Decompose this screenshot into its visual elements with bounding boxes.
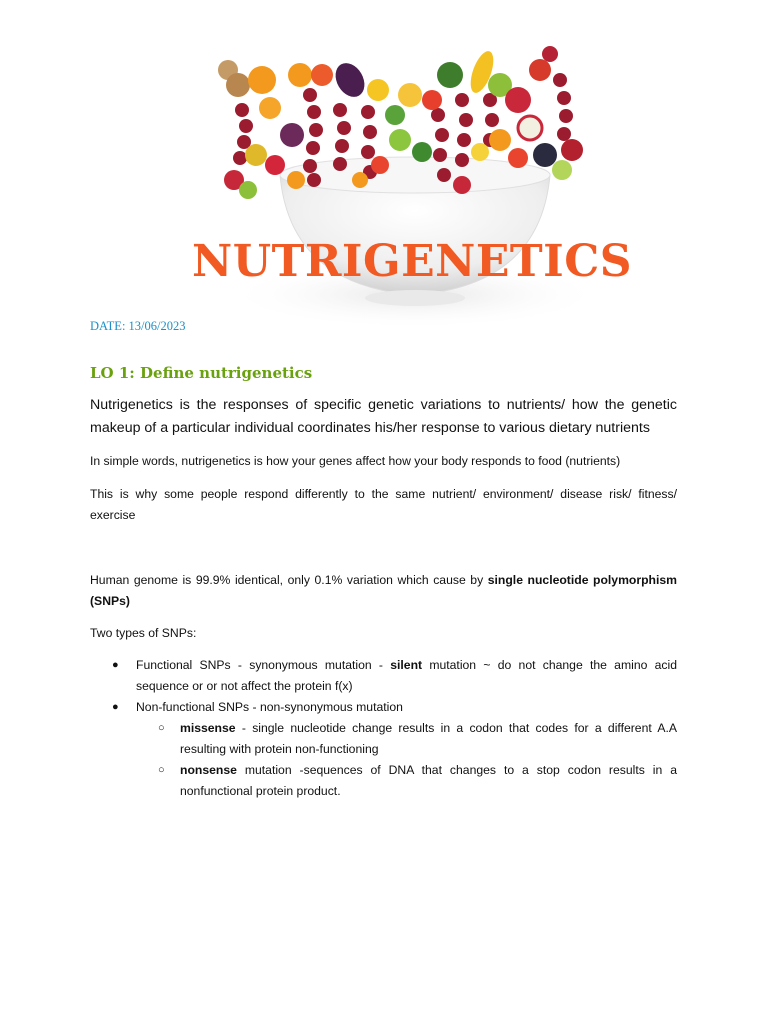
nonfunctional-sublist <box>136 718 677 802</box>
why-paragraph: This is why some people respond differently to the same nutrient/ environment/ disease risk/ fitness/ exercise <box>90 487 677 522</box>
bullet-icon: ● <box>112 701 119 713</box>
functional-suffix: mutation ~ do not change the amino acid sequence or or not affect the protein f(x) <box>136 658 677 693</box>
snp-types-intro: Two types of SNPs: <box>90 626 197 640</box>
list-item-missense <box>136 718 677 760</box>
section-heading-lo1: LO 1: Define nutrigenetics <box>90 364 313 382</box>
list-item-nonfunctional-snps <box>90 697 677 802</box>
list-item-functional-snps <box>90 655 677 697</box>
genome-text: Human genome is 99.9% identical, only 0.1% variation which cause by <box>90 573 488 587</box>
bullet-icon: ● <box>112 659 119 671</box>
document-title: NUTRIGENETICS <box>192 236 632 287</box>
nonfunctional-label: Non-functional SNPs - non-synonymous mutation <box>136 700 403 714</box>
functional-prefix: Functional SNPs - synonymous mutation - <box>136 658 391 672</box>
genome-paragraph <box>90 570 677 612</box>
missense-text: - single nucleotide change results in a codon that codes for a different A.A resulting with protein non-functioning <box>180 721 677 756</box>
hollow-bullet-icon: ○ <box>158 764 165 776</box>
simple-explanation-paragraph: In simple words, nutrigenetics is how your genes affect how your body responds to food (nutrients) <box>90 454 621 468</box>
nonsense-term: nonsense <box>180 763 237 777</box>
missense-term: missense <box>180 721 236 735</box>
list-item-nonsense <box>136 760 677 802</box>
hollow-bullet-icon: ○ <box>158 722 165 734</box>
snp-types-list <box>90 655 677 802</box>
definition-paragraph: Nutrigenetics is the responses of specific genetic variations to nutrients/ how the genetic makeup of a particular individual coordinates his/her response to various dietary nutrients <box>90 397 677 436</box>
snp-term: single nucleotide polymorphism (SNPs) <box>90 573 678 608</box>
document-date: DATE: 13/06/2023 <box>90 319 186 333</box>
functional-bold-term: silent <box>390 658 423 672</box>
nonsense-text: mutation -sequences of DNA that changes to a stop codon results in a nonfunctional protein product. <box>180 763 677 798</box>
